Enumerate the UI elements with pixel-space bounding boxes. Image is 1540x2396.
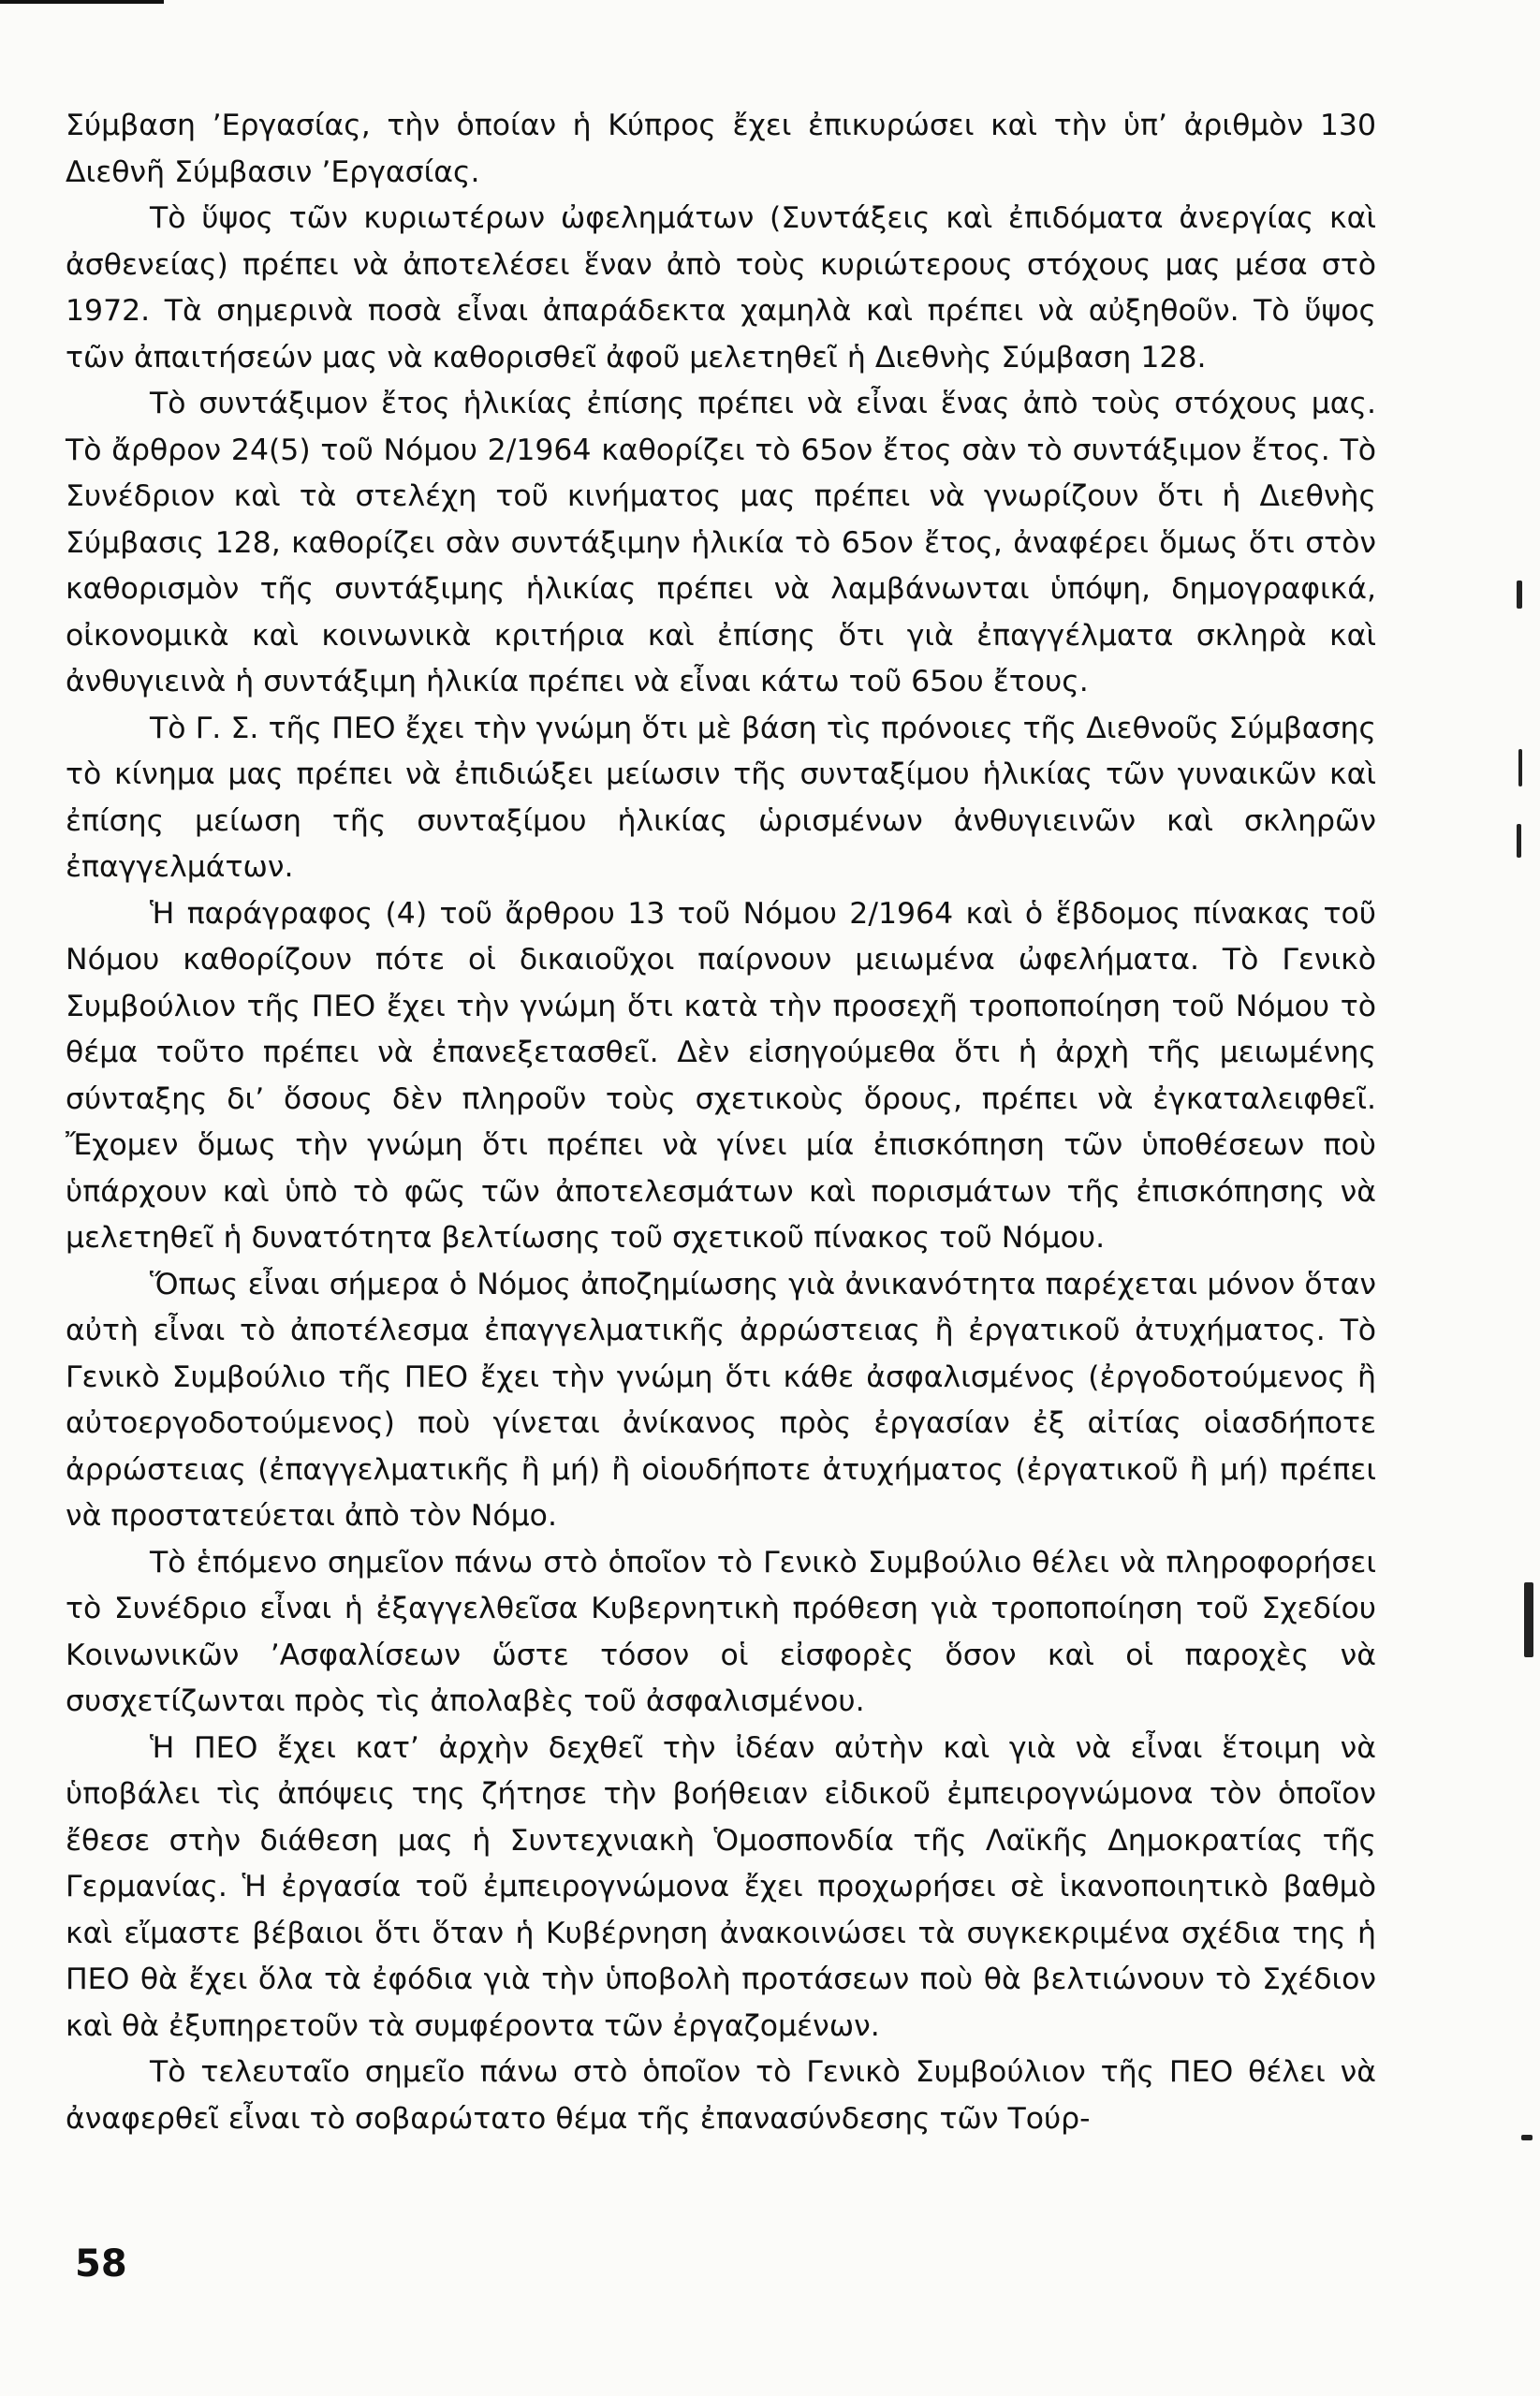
paragraph: Ἡ παράγραφος (4) τοῦ ἄρθρου 13 τοῦ Νόμου 2/1964 καὶ ὁ ἕβδομος πίνακας τοῦ Νόμου καθορίζουν πότε οἱ δικαιοῦχοι παίρνουν μειωμένα ὠφελήματα. Τὸ Γενικὸ Συμβούλιον τῆς ΠΕΟ ἔχει τὴν γνώμη ὅτι κατὰ τὴν προσεχῆ τροποποίηση τοῦ Νόμου τὸ θέμα τοῦτο πρέπει νὰ ἐπανεξετασθεῖ. Δὲν εἰσηγούμεθα ὅτι ἡ ἀρχὴ τῆς μειωμένης σύνταξης δι’ ὅσους δὲν πληροῦν τοὺς σχετικοὺς ὅρους, πρέπει νὰ ἐγκαταλειφθεῖ. Ἔχομεν ὅμως τὴν γνώμη ὅτι πρέπει νὰ γίνει μία ἐπισκόπηση τῶν ὑποθέσεων ποὺ ὑπάρχουν καὶ ὑπὸ τὸ φῶς τῶν ἀποτελεσμάτων καὶ πορισμάτων τῆς ἐπισκόπησης νὰ μελετηθεῖ ἡ δυνατότητα βελτίωσης τοῦ σχετικοῦ πίνακος τοῦ Νόμου. bbox=[66, 896, 1376, 1255]
paragraph: Τὸ ὕψος τῶν κυριωτέρων ὠφελημάτων (Συντάξεις καὶ ἐπιδόματα ἀνεργίας καὶ ἀσθενείας) πρέπει νὰ ἀποτελέσει ἕναν ἀπὸ τοὺς κυριώτερους στόχους μας μέσα στὸ 1972. Τὰ σημερινὰ ποσὰ εἶναι ἀπαράδεκτα χαμηλὰ καὶ πρέπει νὰ αὐξηθοῦν. Τὸ ὕψος τῶν ἀπαιτήσεών μας νὰ καθορισθεῖ ἀφοῦ μελετηθεῖ ἡ Διεθνὴς Σύμβαση 128. bbox=[66, 201, 1376, 375]
paragraph: Τὸ συντάξιμον ἔτος ἡλικίας ἐπίσης πρέπει νὰ εἶναι ἕνας ἀπὸ τοὺς στόχους μας. Τὸ ἄρθρον 24(5) τοῦ Νόμου 2/1964 καθορίζει τὸ 65ον ἔτος σὰν τὸ συντάξιμον ἔτος. Τὸ Συνέδριον καὶ τὰ στελέχη τοῦ κινήματος μας πρέπει νὰ γνωρίζουν ὅτι ἡ Διεθνὴς Σύμβασις 128, καθορίζει σὰν συντάξιμην ἡλικία τὸ 65ον ἔτος, ἀναφέρει ὅμως ὅτι στὸν καθορισμὸν τῆς συντάξιμης ἡλικίας πρέπει νὰ λαμβάνωνται ὑπόψη, δημογραφικά, οἰκονομικὰ καὶ κοινωνικὰ κριτήρια καὶ ἐπίσης ὅτι γιὰ ἐπαγγέλματα σκληρὰ καὶ ἀνθυγιεινὰ ἡ συντάξιμη ἡλικία πρέπει νὰ εἶναι κάτω τοῦ 65ου ἔτους. bbox=[66, 387, 1376, 698]
scan-mark bbox=[1521, 2135, 1533, 2140]
page-number: 58 bbox=[75, 2242, 127, 2286]
scan-edge-rule bbox=[0, 0, 164, 4]
paragraph: Τὸ τελευταῖο σημεῖο πάνω στὸ ὁποῖον τὸ Γενικὸ Συμβούλιον τῆς ΠΕΟ θέλει νὰ ἀναφερθεῖ εἶναι τὸ σοβαρώτατο θέμα τῆς ἐπανασύνδεσης τῶν Τούρ- bbox=[66, 2055, 1376, 2136]
paragraph: Ἡ ΠΕΟ ἔχει κατ’ ἀρχὴν δεχθεῖ τὴν ἰδέαν αὐτὴν καὶ γιὰ νὰ εἶναι ἕτοιμη νὰ ὑποβάλει τὶς ἀπόψεις της ζήτησε τὴν βοήθειαν εἰδικοῦ ἐμπειρογνώμονα τὸν ὁποῖον ἔθεσε στὴν διάθεση μας ἡ Συντεχνιακὴ Ὁμοσπονδία τῆς Λαϊκῆς Δημοκρατίας τῆς Γερμανίας. Ἡ ἐργασία τοῦ ἐμπειρογνώμονα ἔχει προχωρήσει σὲ ἱκανοποιητικὸ βαθμὸ καὶ εἴμαστε βέβαιοι ὅτι ὅταν ἡ Κυβέρνηση ἀνακοινώσει τὰ συγκεκριμένα σχέδια της ἡ ΠΕΟ θὰ ἔχει ὅλα τὰ ἐφόδια γιὰ τὴν ὑποβολὴ προτάσεων ποὺ θὰ βελτιώνουν τὸ Σχέδιον καὶ θὰ ἐξυπηρετοῦν τὰ συμφέροντα τῶν ἐργαζομένων. bbox=[66, 1730, 1376, 2043]
scan-mark bbox=[1517, 824, 1521, 858]
scan-mark bbox=[1524, 1582, 1533, 1657]
scan-mark bbox=[1517, 581, 1522, 609]
scan-mark bbox=[1518, 749, 1522, 786]
paragraph: Σύμβαση ’Εργασίας, τὴν ὁποίαν ἡ Κύπρος ἔχει ἐπικυρώσει καὶ τὴν ὑπ’ ἀριθμὸν 130 Διεθνῆ Σύμβασιν ’Εργασίας. bbox=[66, 109, 1376, 189]
paragraph: Τὸ Γ. Σ. τῆς ΠΕΟ ἔχει τὴν γνώμη ὅτι μὲ βάση τὶς πρόνοιες τῆς Διεθνοῦς Σύμβασης τὸ κίνημα μας πρέπει νὰ ἐπιδιώξει μείωσιν τῆς συνταξίμου ἡλικίας τῶν γυναικῶν καὶ ἐπίσης μείωση τῆς συνταξίμου ἡλικίας ὡρισμένων ἀνθυγιεινῶν καὶ σκληρῶν ἐπαγγελμάτων. bbox=[66, 711, 1376, 884]
paragraph: Ὅπως εἶναι σήμερα ὁ Νόμος ἀποζημίωσης γιὰ ἀνικανότητα παρέχεται μόνον ὅταν αὐτὴ εἶναι τὸ ἀποτέλεσμα ἐπαγγελματικῆς ἀρρώστειας ἢ ἐργατικοῦ ἀτυχήματος. Τὸ Γενικὸ Συμβούλιο τῆς ΠΕΟ ἔχει τὴν γνώμη ὅτι κάθε ἀσφαλισμένος (ἐργοδοτούμενος ἢ αὐτοεργοδοτούμενος) ποὺ γίνεται ἀνίκανος πρὸς ἐργασίαν ἐξ αἰτίας οἱασδήποτε ἀρρώστειας (ἐπαγγελματικῆς ἢ μή) ἢ οἱουδήποτε ἀτυχήματος (ἐργατικοῦ ἢ μή) πρέπει νὰ προστατεύεται ἀπὸ τὸν Νόμο. bbox=[66, 1267, 1376, 1533]
paragraph: Τὸ ἑπόμενο σημεῖον πάνω στὸ ὁποῖον τὸ Γενικὸ Συμβούλιο θέλει νὰ πληροφορήσει τὸ Συνέδριο εἶναι ἡ ἐξαγγελθεῖσα Κυβερνητικὴ πρόθεση γιὰ τροποποίηση τοῦ Σχεδίου Κοινωνικῶν ’Ασφαλίσεων ὥστε τόσον οἱ εἰσφορὲς ὅσον καὶ οἱ παροχὲς νὰ συσχετίζωνται πρὸς τὶς ἀπολαβὲς τοῦ ἀσφαλισμένου. bbox=[66, 1545, 1376, 1718]
document-body bbox=[66, 103, 1376, 2142]
